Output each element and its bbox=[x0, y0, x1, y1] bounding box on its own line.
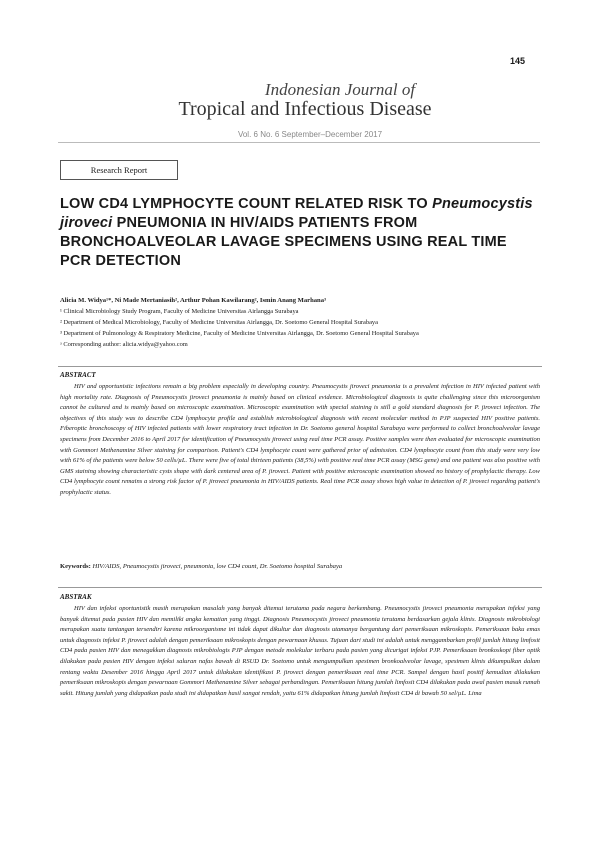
page-number: 145 bbox=[510, 56, 526, 66]
title-part2: PNEUMONIA IN HIV/AIDS PATIENTS FROM BRONCHOALVEOLAR LAVAGE SPECIMENS USING REAL TIME PCR DETECTION bbox=[60, 215, 507, 269]
article-title bbox=[60, 195, 540, 271]
journal-name-line2: Tropical and Infectious Disease bbox=[178, 98, 432, 120]
abstract-body: HIV and opportunistic infections remain a big problem especially in developing country. Pneumocystis jiroveci pneumonia is a prevalent infection in HIV infected patient with high mortality rate. Diagnosis of Pneumocystis jiroveci pneumonia is mainly based on clinical evidence. Microbiological diagnosis is quite challenging since this microorganism cannot be cultured and is mainly based on microscopic examination. Microscopic examination with special staining is still a gold standard diagnosis for P. jiroveci infection. The objectives of this study was to describe CD4 lymphocyte profile and establish microbiological diagnosis with recent molecular method in PJP suspected HIV positive patients. Fiberoptic bronchoscopy of HIV infected patients with lower respiratory tract infection in Dr. Soetomo general hospital Surabaya were performed to collect bronchoalveolar lavage specimens from December 2016 to April 2017 for identification of Pneumocystis jiroveci using real time PCR assay. Positive samples were then evaluated for microscopic examination with Gommori Methenamine Silver staining for comparison. Patient's CD4 lymphocyte count were gathered prior of admission. CD4 lymphocyte count from this study were very low with 61% of the patients were below 50 cells/µL. There were five of total thirteen patients (38,5%) with positive real time PCR assay (MSG gene) and one patient was also positive with GMS staining showing characteristic cysts shape with dark centered area of P. jiroveci. Patient with positive microscopic examination showed no history of prophylactic therapy. Low CD4 lymphocyte count remains a strong risk factor of P. jiroveci pneumonia in HIV/AIDS patients. Real time PCR assay shows high value in detection of P. jiroveci regarding patient's prophylactic status. bbox=[60, 383, 540, 496]
header-divider bbox=[58, 142, 540, 143]
author-list: Alicia M. Widya¹*, Ni Made Mertaniasih², Arthur Pohan Kawilarang², Ismin Anang Marhana³ bbox=[60, 297, 326, 304]
article-type-badge: Research Report bbox=[60, 160, 178, 180]
affiliation-2: ² Department of Medical Microbiology, Faculty of Medicine Universitas Airlangga, Dr. Soetomo General Hospital Surabaya bbox=[60, 319, 378, 326]
title-italic: Pneumocystis jiroveci bbox=[60, 196, 533, 231]
title-part1: LOW CD4 LYMPHOCYTE COUNT RELATED RISK TO bbox=[60, 196, 428, 212]
journal-volume: Vol. 6 No. 6 September–December 2017 bbox=[237, 130, 383, 139]
affiliation-3: ³ Department of Pulmonology & Respiratory Medicine, Faculty of Medicine Universitas Airlangga, Dr. Soetomo General Hospital Surabaya bbox=[60, 330, 419, 337]
corresponding-author: ᵃ Corresponding author: alicia.widya@yahoo.com bbox=[60, 341, 188, 348]
abstract-top-rule bbox=[58, 366, 542, 367]
abstrak-body: HIV dan infeksi oportunistik masih merupakan masalah yang banyak ditemui terutama pada negara berkembang. Pneumocystis jiroveci pneumonia merupakan infeksi yang banyak ditemui pada pasien HIV dan memiliki angka kematian yang tinggi. Diagnosis Pneumocystis jiroveci pneumonia terutama berdasarkan gejala klinis. Diagnosis mikrobiologi merupakan suatu tantangan tersendiri karena mikroorganisme ini tidak dapat dikultur dan diagnosis utamanya bergantung dari pemeriksaan mikroskopis. Pemeriksaan baku emas untuk diagnosis infeksi P. jiroveci adalah dengan pemeriksaan mikroskopis dengan pewarnaan khusus. Tujuan dari studi ini adalah untuk menggambarkan profil jumlah hitung limfosit CD4 pada pasien HIV dan menegakkan diagnosis mikrobiologis PJP dengan metode molekular terbaru pada pasien yang dicurigai infeksi PJP. Pemeriksaan bronkoskopi fiber optik dilakukan pada pasien HIV dengan infeksi saluran nafas bawah di RSUD Dr. Soetomo untuk mengumpulkan spesimen bronkoalveolar lavage, spesimen klinis dikumpulkan dalam rentang waktu Desember 2016 hingga April 2017 untuk dilakukan identifikasi P. jiroveci dengan pemeriksaan real time PCR. Sampel dengan hasil positif kemudian dilakukan pemeriksaan mikroskopis dengan pewarnaan Gommori Methenamine Silver sebagai perbandingan. Pemeriksaan hitung jumlah limfosit CD4 dilakukan pada awal pasien masuk rumah sakit. Hitung jumlah yang didapatkan pada studi ini didapatkan hasil sangat rendah, yaitu 61% didapatkan hitung jumlah limfosit CD4 di bawah 50 sel/µL. Lima bbox=[60, 605, 540, 697]
affiliation-1: ¹ Clinical Microbiology Study Program, Faculty of Medicine Universitas Airlangga Surabaya bbox=[60, 308, 299, 315]
abstrak-heading: ABSTRAK bbox=[60, 593, 92, 601]
abstrak-top-rule bbox=[58, 587, 542, 588]
keywords bbox=[60, 563, 540, 570]
journal-name-line1: Indonesian Journal of bbox=[264, 80, 416, 99]
keywords-text: HIV/AIDS, Pneumocystis jiroveci, pneumonia, low CD4 count, Dr. Soetomo hospital Surabaya bbox=[92, 563, 343, 570]
keywords-label: Keywords: bbox=[60, 563, 91, 570]
abstract-heading: ABSTRACT bbox=[60, 371, 96, 379]
